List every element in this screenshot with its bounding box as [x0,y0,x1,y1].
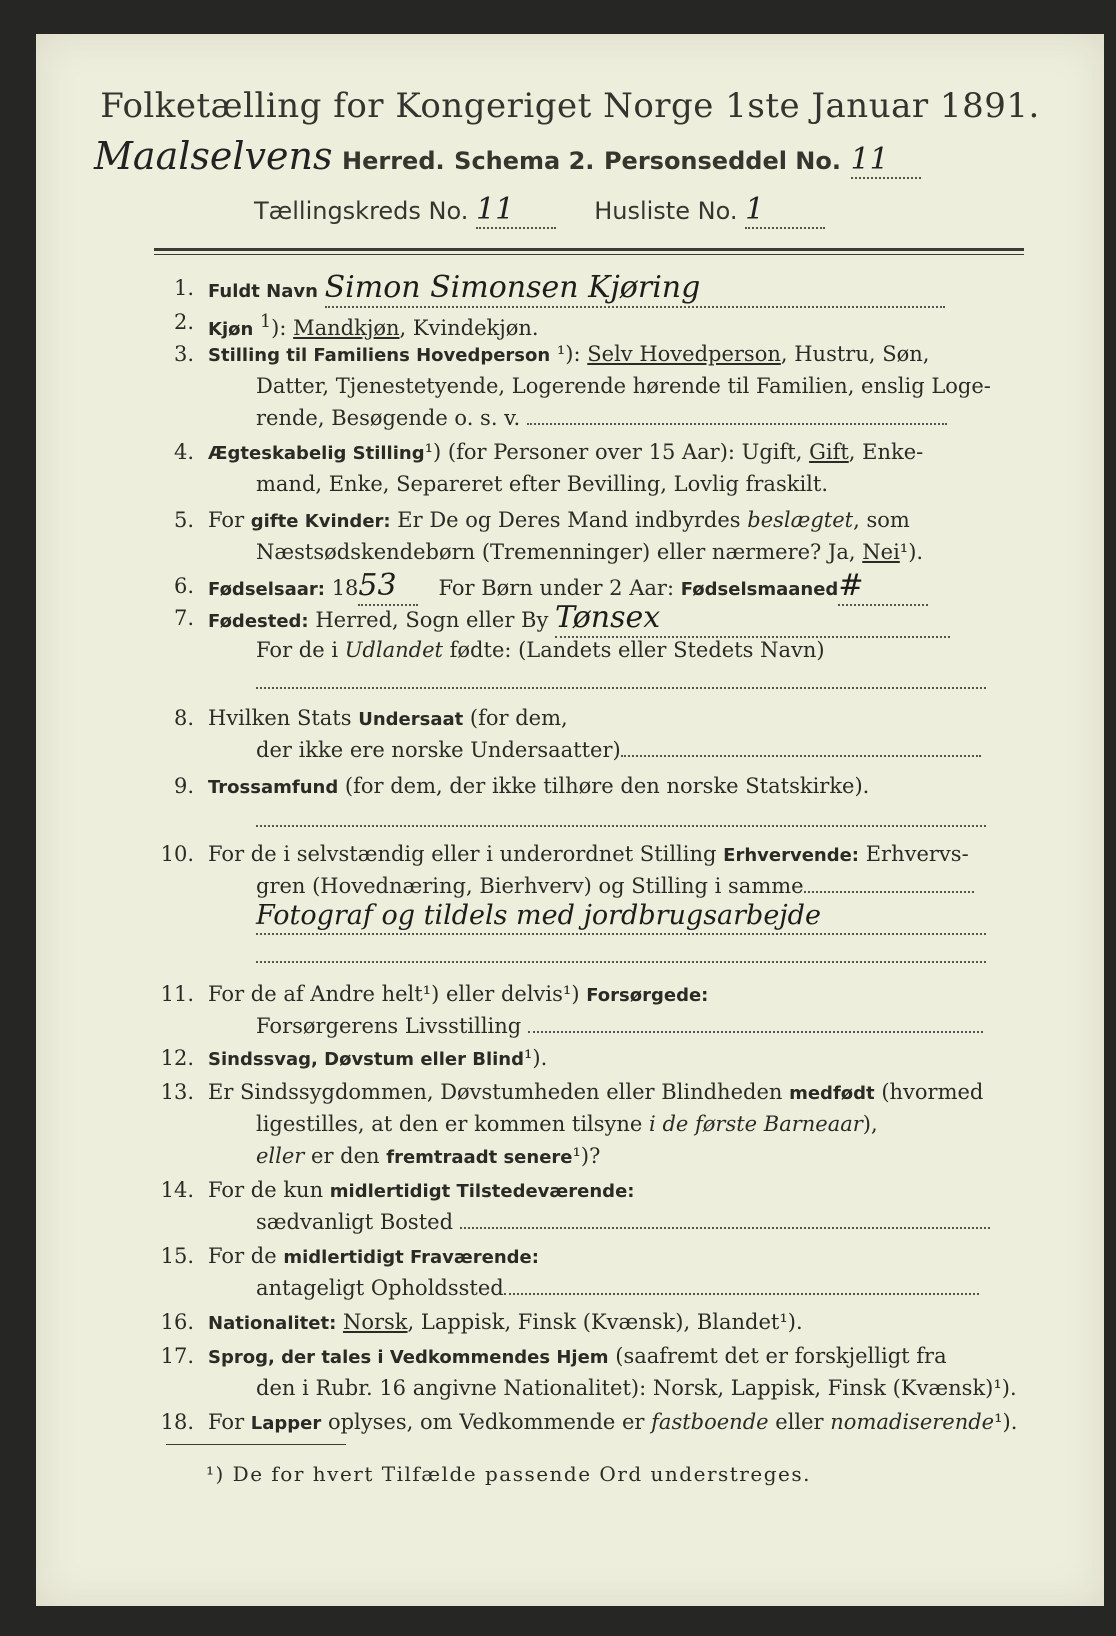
schema-label: Schema 2. [454,147,595,175]
related-selected: Nei [862,540,900,564]
header-rule-thin [154,254,1024,255]
full-name-value: Simon Simonsen Kjøring [324,270,701,305]
header-rule [154,248,1024,251]
kreds-number: 11 [476,192,515,227]
herred-label: Herred. [342,147,445,175]
birth-month-value: # [838,568,864,603]
gender-selected: Mandkjøn [293,316,400,340]
marital-selected: Gift [809,440,849,464]
form-title: Folketælling for Kongeriget Norge 1ste Januar 1891. [100,86,1040,126]
husliste-label: Husliste No. [594,197,738,225]
occupation-value: Fotograf og tildels med jordbrugsarbejde [256,900,821,931]
kreds-line [254,192,825,229]
birthplace-value: Tønsex [555,600,661,635]
footnote: ¹) De for hvert Tilfælde passende Ord understreges. [206,1462,811,1486]
husliste-number: 1 [745,192,765,227]
nationality-selected: Norsk [342,1310,408,1334]
personseddel-number: 11 [850,142,889,177]
birth-year-value: 53 [358,568,397,603]
kreds-label: Tællingskreds No. [254,197,469,225]
header-line [94,134,921,179]
census-form: Folketælling for Kongeriget Norge 1ste Januar 1891. Maalselvens Herred. Schema 2. Personseddel No. 11 Tællingskreds No. 11 Husliste No. 1 1. Fuldt Navn Simon Simonsen Kjøring 2. Kjøn $^1$): Mandkjøn, Kvindekjøn. 3. Stilling til Familiens Hovedperson ¹): Selv Hovedperson, Hustru, Søn, Datter, Tjenestetyende, Logerende hørende til Familien, enslig Loge- rende, Besøgende o. s. v. 4. Ægteskabelig Stilling¹) (for Personer over 15 Aar): Ugift, Gift, Enke- mand, Enke, Separeret efter Bevilling, Lovlig fraskilt. 5. For gifte Kvinder: Er De og Deres Mand indbyrdes beslægtet, som Næstsødskendebørn (Tremenninger) eller nærmere? Ja, Nei¹). 6. Fødselsaar: 1853 For Børn under 2 Aar: Fødselsmaaned# 7. Fødested: Herred, Sogn eller By Tønsex For de i Udlandet fødte: (Landets eller Stedets Navn) 8. Hvilken Stats Undersaat (for dem, der ikke ere norske Undersaatter) 9. Trossamfund (for dem, der ikke tilhøre den norske Statskirke). 10. For de i selvstændig eller i underordnet Stilling Erhvervende: Erhvervs- gren (Hovednæring, Bierhverv) og Stilling i samme Fotograf og tildels med jordbrugsarbejde 11. For de af Andre helt¹) eller delvis¹) Forsørgede: Forsørgerens Livsstilling 12. Sindssvag, Døvstum eller Blind¹). 13. Er Sindssygdommen, Døvstumheden eller Blindheden medfødt (hvormed ligestilles, at den er kommen tilsyne i de første Barneaar), eller er den fremtraadt senere¹)? 14. For de kun midlertidigt Tilstedeværende: sædvanligt Bosted 15. For de midlertidigt Fraværende: antageligt Opholdssted 16. Nationalitet: Norsk, Lappisk, Finsk (Kvænsk), Blandet¹). 17. Sprog, der tales i Vedkommendes Hjem (saafremt det er forskjelligt fra den i Rubr. 16 angivne Nationalitet): Norsk, Lappisk, Finsk (Kvænsk)¹). 18. For Lapper oplyses, om Vedkommende er fastboende eller nomadiserende¹). ¹) De for hvert Tilfælde passende Ord understreges. [36,34,1104,1606]
position-selected: Selv Hovedperson [587,342,781,366]
municipality-name: Maalselvens [94,134,333,178]
footnote-rule [166,1444,346,1445]
personseddel-label: Personseddel No. [603,147,841,175]
